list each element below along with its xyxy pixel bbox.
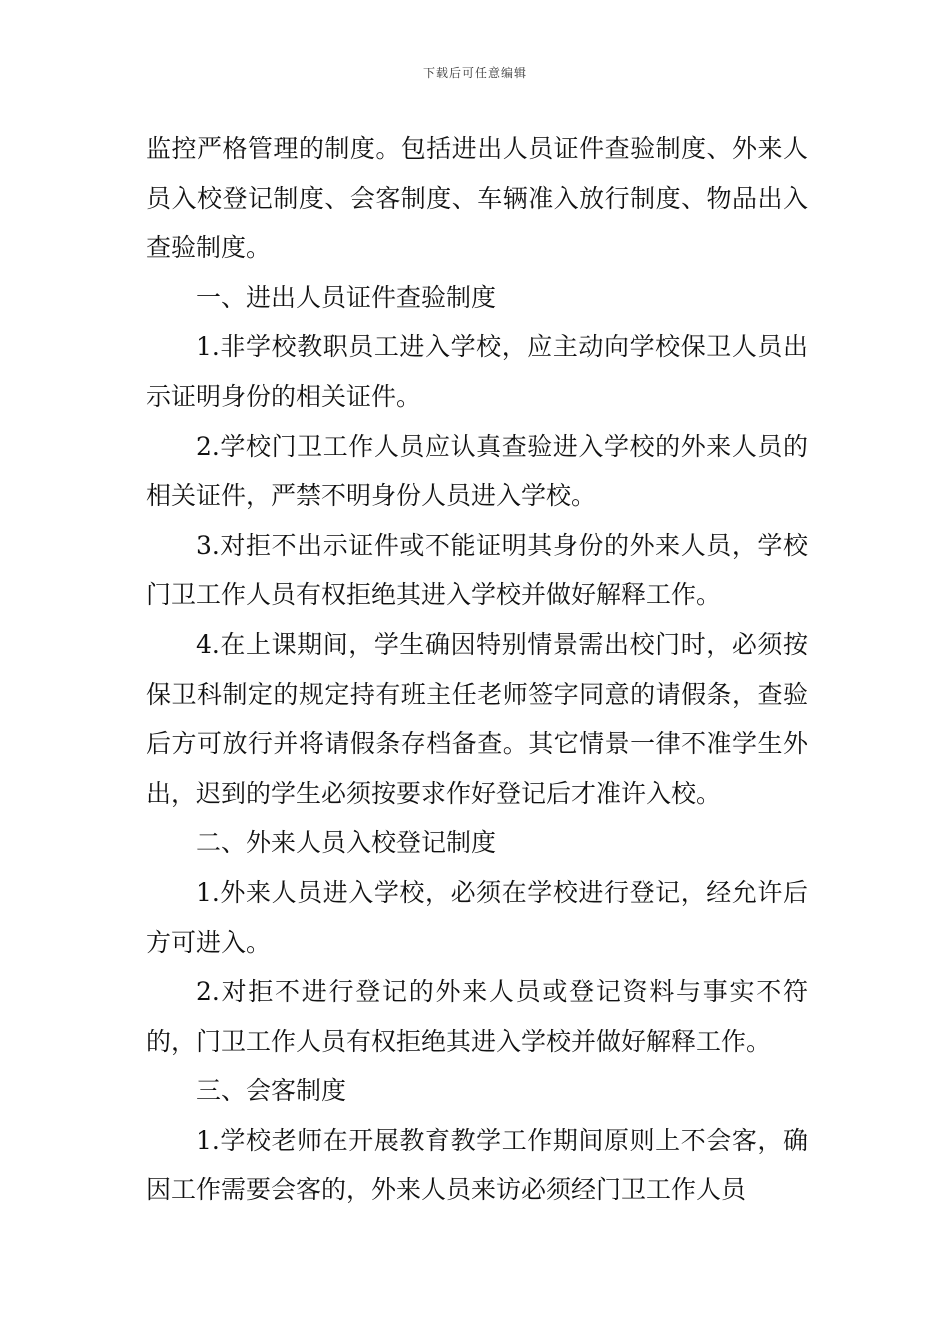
page-header-note: 下载后可任意编辑 [422,66,527,80]
document-body [146,124,808,1215]
paragraph: 2.学校门卫工作人员应认真查验进入学校的外来人员的相关证件，严禁不明身份人员进入学校。 [146,431,808,511]
paragraph: 4.在上课期间，学生确因特别情景需出校门时，必须按保卫科制定的规定持有班主任老师签字同意的请假条，查验后方可放行并将请假条存档备查。其它情景一律不准学生外出，迟到的学生必须按要求作好登记后才准许入校。 [146,629,808,808]
paragraph: 2.对拒不进行登记的外来人员或登记资料与事实不符的，门卫工作人员有权拒绝其进入学校并做好解释工作。 [146,977,808,1056]
paragraph: 监控严格管理的制度。包括进出人员证件查验制度、外来人员入校登记制度、会客制度、车辆准入放行制度、物品出入查验制度。 [146,134,808,263]
section-heading: 三、会客制度 [196,1076,347,1106]
section-heading: 二、外来人员入校登记制度 [196,828,497,858]
paragraph: 1.非学校教职员工进入学校，应主动向学校保卫人员出示证明身份的相关证件。 [146,332,808,411]
paragraph: 1.学校老师在开展教育教学工作期间原则上不会客，确因工作需要会客的，外来人员来访必须经门卫工作人员 [146,1125,808,1205]
paragraph: 3.对拒不出示证件或不能证明其身份的外来人员，学校门卫工作人员有权拒绝其进入学校并做好解释工作。 [146,530,808,610]
section-heading: 一、进出人员证件查验制度 [196,282,497,312]
paragraph: 1.外来人员进入学校，必须在学校进行登记，经允许后方可进入。 [146,877,808,957]
